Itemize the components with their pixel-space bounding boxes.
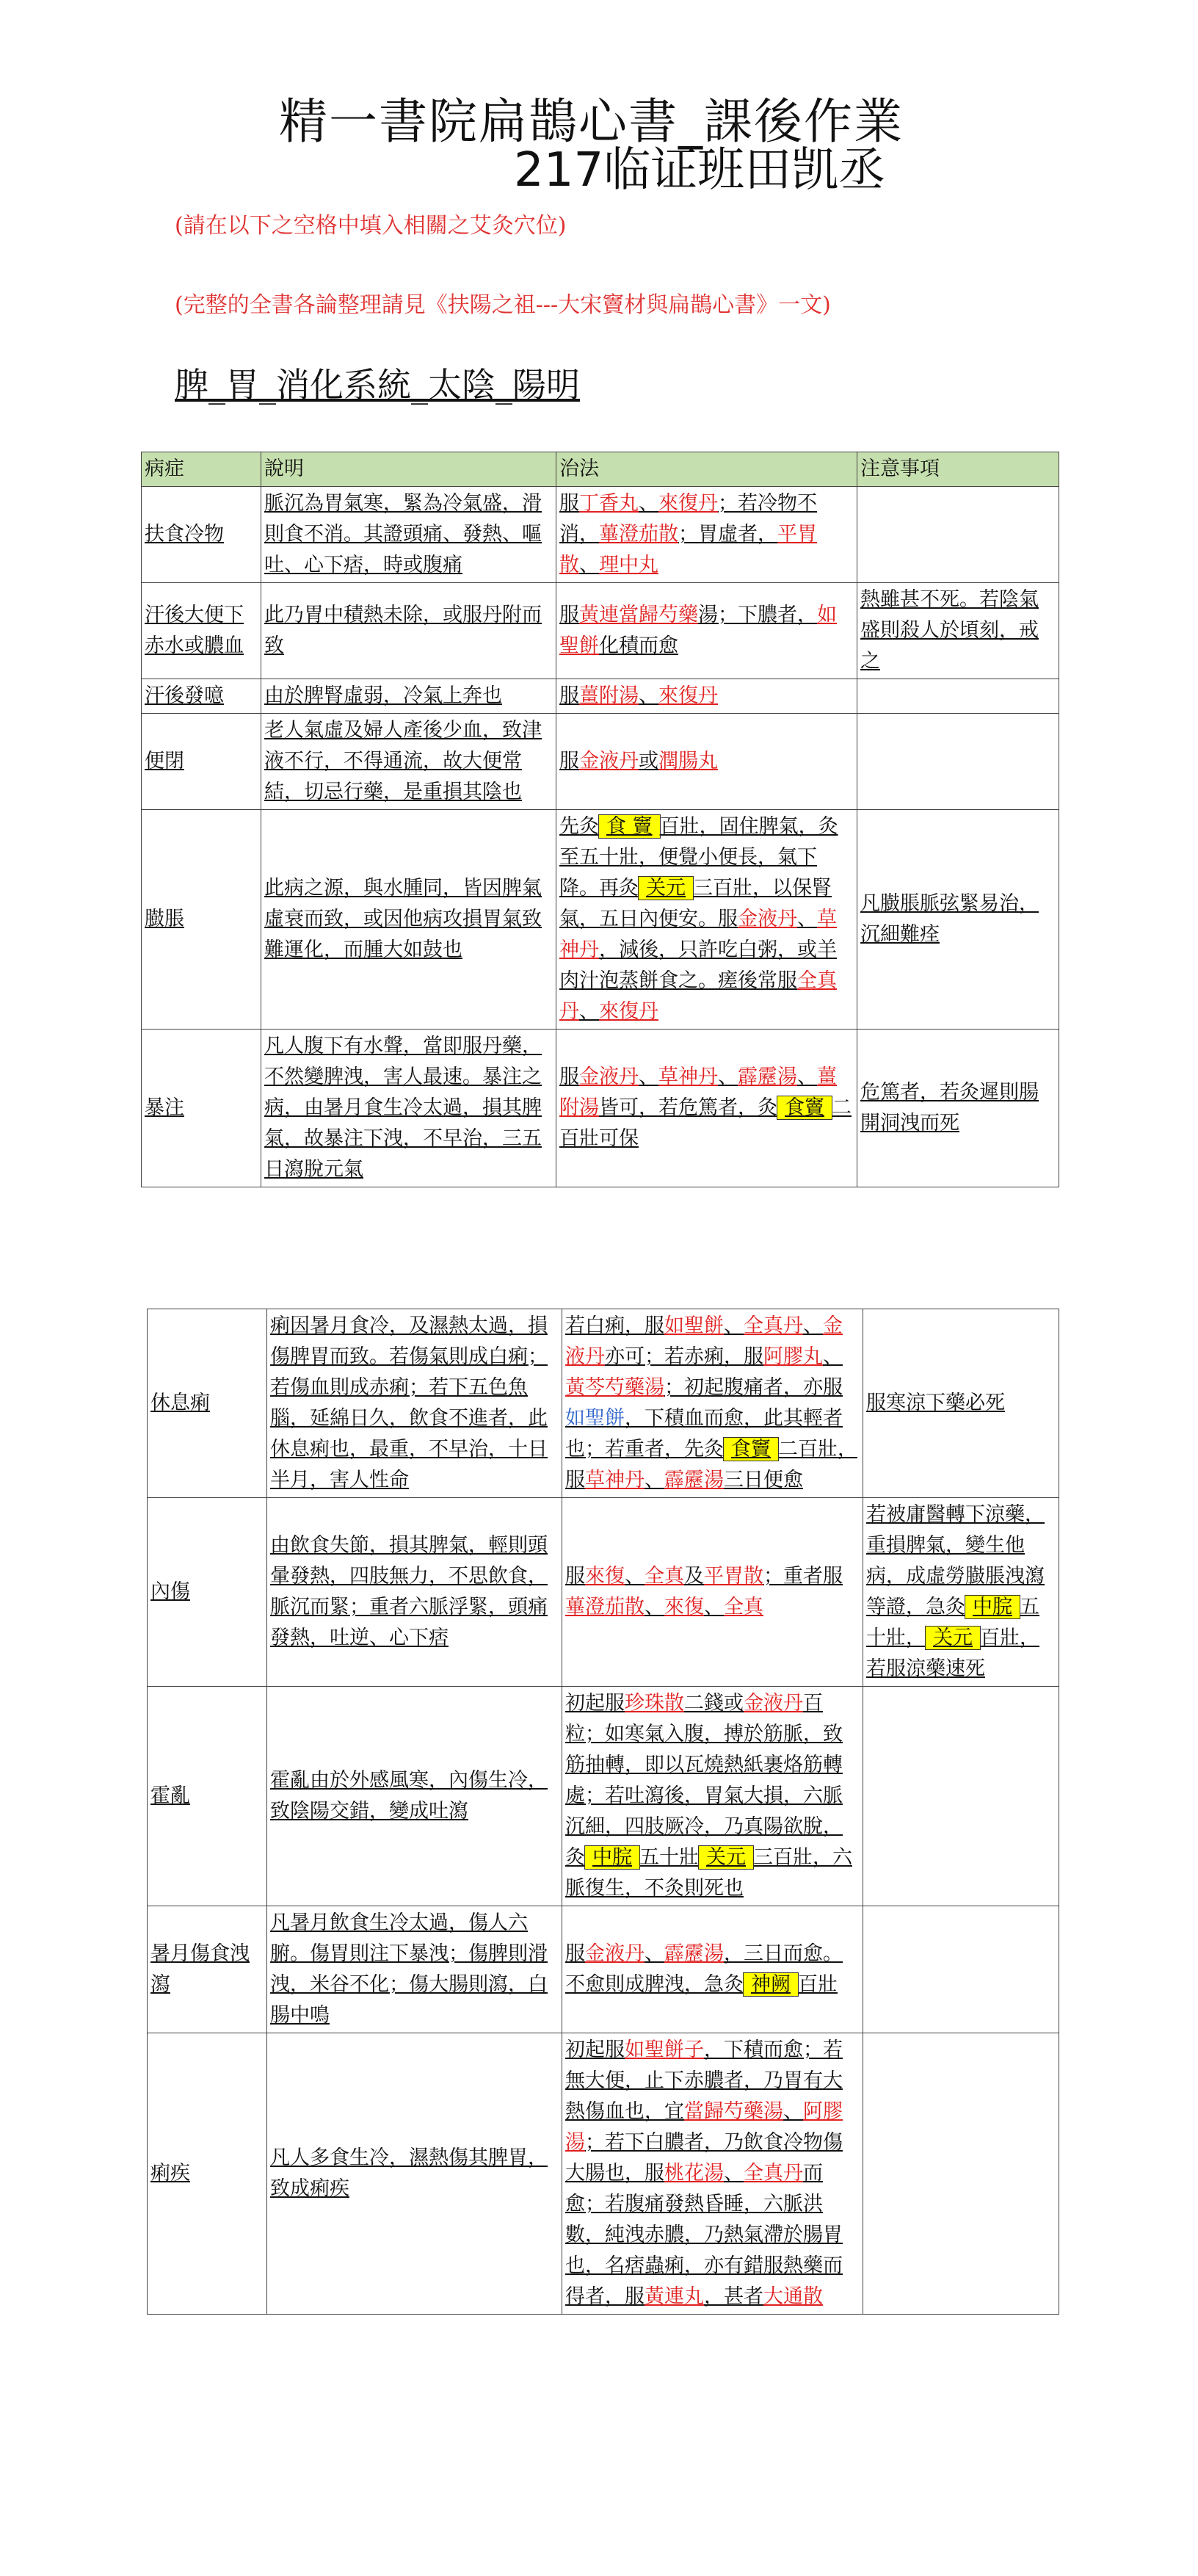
text-run: 或: [639, 750, 658, 773]
acupoint-highlight: 食竇: [777, 1096, 832, 1119]
remedy-name: 全真丹: [744, 2162, 803, 2185]
page-subtitle: 217临证班田凯丞: [514, 143, 886, 198]
caution-cell: [857, 1030, 1059, 1187]
remedy-name: 草神丹: [658, 1066, 718, 1088]
disease-cell-text: 扶食冷物: [145, 523, 224, 546]
remedy-name: 如聖餅: [559, 604, 837, 657]
description-cell-text: 痢因暑月食冷，及濕熱太過，損傷脾胃而致。若傷氣則成白痢；若傷血則成赤痢；若下五色魚腦，延綿日久，飲食不進者，此休息痢也，最重，不早治，十日半月，害人性命: [270, 1314, 548, 1491]
text-run: 、: [718, 1066, 738, 1088]
description-cell: [267, 1498, 562, 1687]
text-run: 百壯，固住脾氣，灸至五十壯，便覺小便長，氣下降。再灸: [559, 815, 838, 900]
text-run: 、: [645, 1469, 664, 1491]
acupoint-highlight: 食竇: [724, 1438, 778, 1461]
remedy-name: 來復: [664, 1596, 704, 1618]
text-run: 而愈；若腹痛發熱昏睡，六脈洪數，純洩赤膿，乃熱氣滯於腸胃也，名痞蟲痢，亦有錯服熱藥而得者，服: [565, 2162, 843, 2308]
treatment-cell-text: [559, 681, 854, 712]
caution-cell-text: [866, 1499, 1056, 1685]
table-row: [148, 2033, 1059, 2315]
disease-cell: [148, 1687, 267, 1906]
table-row: [142, 583, 1059, 679]
text-run: 服: [559, 604, 579, 626]
table-row: [142, 1030, 1059, 1187]
table-row: [142, 810, 1059, 1030]
caution-cell-text: 服寒涼下藥必死: [866, 1392, 1005, 1414]
description-cell-text: 由於脾腎虛弱，冷氣上奔也: [264, 684, 502, 707]
treatment-cell: [556, 679, 857, 714]
description-cell: [261, 487, 556, 583]
table-row: [148, 1309, 1059, 1498]
caution-cell-text: 危篤者，若灸遲則腸開洞洩而死: [860, 1081, 1039, 1135]
remedy-name: 來復丹: [599, 1000, 658, 1023]
text-run: 若被庸醫轉下涼藥，重損脾氣，變生他病，成虛勞臌脹洩瀉等證，急灸: [866, 1503, 1045, 1618]
text-run: 服: [559, 750, 579, 773]
text-run: 初起服: [565, 1692, 625, 1715]
disease-cell: [142, 714, 261, 810]
disease-cell: [142, 679, 261, 714]
description-cell-text: 凡人腹下有水聲，當即服丹藥，不然變脾洩，害人最速。暴注之病，由暑月食生冷太過，損其脾氣，故暴注下洩，不早治，三五日瀉脫元氣: [264, 1035, 542, 1181]
caution-cell: [863, 1498, 1059, 1687]
remedy-name: 來復丹: [658, 492, 718, 515]
text-run: 、: [639, 684, 658, 707]
table-row: [148, 1906, 1059, 2033]
section-heading: 脾_胃_消化系統_太陰_陽明: [175, 365, 580, 405]
text-run: ；若冷物不消，: [559, 492, 817, 546]
remedy-name: 霹靂湯: [664, 1469, 724, 1491]
remedy-name: 珍珠散: [625, 1692, 684, 1715]
text-run: ，下積血而愈，此其輕者也；若重者，先灸: [565, 1407, 843, 1461]
acupoint-highlight: 中脘: [965, 1596, 1020, 1618]
remedy-name: 來復: [585, 1565, 625, 1588]
remedy-name: 桃花湯: [664, 2162, 724, 2185]
treatment-cell: [556, 1030, 857, 1187]
text-run: 二百壯，服: [565, 1438, 857, 1491]
disease-cell-text: 暴注: [145, 1096, 184, 1119]
page-title: 精一書院扁鵲心書_課後作業: [279, 93, 904, 150]
remedy-name: 平胃散: [559, 523, 817, 576]
disease-cell-text: 臌脹: [145, 908, 184, 930]
text-run: 服: [559, 1066, 579, 1088]
text-run: ，下積而愈；若無大便，止下赤膿者，乃胃有大熱傷血也，宜: [565, 2038, 843, 2123]
remedy-name: 霹靂湯: [664, 1942, 724, 1965]
description-cell-text: 此病之源，與水腫同，皆因脾氣虛衰而致，或因他病攻損胃氣致難運化，而腫大如鼓也: [264, 877, 542, 961]
remedy-name: 霹靂湯: [738, 1066, 797, 1088]
acupoint-highlight: 关元: [926, 1627, 980, 1649]
description-cell-text: 老人氣虛及婦人產後少血，致津液不行，不得通流，故大便常結，切忌行藥，是重損其陰也: [264, 719, 542, 803]
text-run: 皆可，若危篤者，灸: [599, 1096, 777, 1119]
description-cell: [267, 1906, 562, 2033]
remedy-name: 黃芩芍藥湯: [565, 1376, 664, 1399]
acupoint-highlight: 关元: [639, 877, 693, 900]
treatment-cell: [562, 1498, 863, 1687]
reference-note: (完整的全書各論整理請見《扶陽之祖---大宋竇材與扁鵲心書》一文): [175, 292, 831, 318]
remedy-name: 薑附湯: [559, 1066, 837, 1119]
remedy-name: 全真丹: [744, 1314, 803, 1337]
remedy-name: 阿膠湯: [565, 2100, 843, 2154]
text-run: 、: [579, 554, 599, 576]
description-cell: [267, 1687, 562, 1906]
acupoint-highlight: 中脘: [585, 1846, 639, 1869]
table-row: [142, 714, 1059, 810]
text-run: 三百壯，六脈復生，不灸則死也: [565, 1846, 852, 1900]
remedy-name: 黃連當歸芍藥: [579, 604, 698, 626]
treatment-cell: [562, 2033, 863, 2315]
text-run: ；胃虛者，: [678, 523, 777, 546]
caution-cell-text: 凡臌脹脈弦緊易治，沉細難痊: [860, 892, 1039, 946]
treatment-table-1: [141, 452, 1059, 1187]
description-cell: [267, 2033, 562, 2315]
treatment-cell-text: [559, 746, 854, 777]
treatment-cell: [556, 583, 857, 679]
remedy-name: 如聖餅: [664, 1314, 724, 1337]
treatment-cell: [556, 810, 857, 1030]
text-run: 百壯，若服涼藥速死: [866, 1627, 1039, 1680]
disease-cell: [142, 487, 261, 583]
treatment-cell-text: [559, 811, 854, 1027]
disease-cell: [142, 1030, 261, 1187]
treatment-cell-text: [565, 2035, 860, 2312]
caution-cell: [857, 583, 1059, 679]
caution-cell: [863, 1687, 1059, 1906]
text-run: 服: [565, 1565, 585, 1588]
text-run: ；初起腹痛者，亦服: [664, 1376, 843, 1399]
description-cell-text: 此乃胃中積熱未除，或服丹附而致: [264, 604, 542, 657]
remedy-name: 金液丹: [579, 750, 639, 773]
text-run: 服: [565, 1942, 585, 1965]
text-run: 、: [823, 1345, 843, 1368]
remedy-name: 黃連丸: [645, 2285, 704, 2308]
remedy-name: 金液丹: [565, 1314, 843, 1368]
disease-cell: [142, 810, 261, 1030]
remedy-name: 潤腸丸: [658, 750, 718, 773]
remedy-name: 金液丹: [585, 1942, 645, 1965]
text-run: 、: [724, 2162, 744, 2185]
remedy-name: 草神丹: [585, 1469, 645, 1491]
treatment-cell-text: [565, 1688, 860, 1904]
text-run: 二錢或: [684, 1692, 744, 1715]
disease-cell-text: 便閉: [145, 750, 184, 773]
remedy-name: 理中丸: [599, 554, 658, 576]
text-run: 服: [559, 492, 579, 515]
disease-cell: [148, 1309, 267, 1498]
text-run: 初起服: [565, 2038, 625, 2061]
text-run: 及: [684, 1565, 704, 1588]
description-cell: [261, 583, 556, 679]
text-run: 、: [797, 1066, 817, 1088]
remedy-name: 金液丹: [744, 1692, 803, 1715]
disease-cell-text: 汗後發噫: [145, 684, 224, 707]
text-run: 百壯: [798, 1973, 838, 1996]
description-cell-text: 凡暑月飲食生冷太過，傷人六腑。傷胃則注下暴洩；傷脾則滑洩，米谷不化；傷大腸則瀉，白腸中鳴: [270, 1911, 548, 2027]
caution-cell: [863, 1309, 1059, 1498]
acupoint-highlight: 神阙: [744, 1973, 798, 1996]
disease-cell: [148, 1906, 267, 2033]
header-disease: 病症: [142, 452, 261, 487]
treatment-cell-text: [559, 488, 854, 581]
caution-cell: [863, 1906, 1059, 2033]
description-cell-text: 凡人多食生冷，濕熱傷其脾胃，致成痢疾: [270, 2146, 548, 2200]
text-run: 百粒；如寒氣入腹，搏於筋脈，致筋抽轉，即以瓦燒熱紙裹烙筋轉處；若吐瀉後，胃氣大損，六脈沉細，四肢厥冷，乃真陽欲脫，灸: [565, 1692, 843, 1869]
remedy-name: 平胃散: [704, 1565, 763, 1588]
treatment-cell-text: [565, 1939, 860, 2000]
treatment-cell-text: [565, 1311, 860, 1496]
caution-cell: [857, 487, 1059, 583]
table-row: [142, 487, 1059, 583]
treatment-cell: [562, 1906, 863, 2033]
remedy-name: 大通散: [763, 2285, 823, 2308]
remedy-name: 薑附湯: [579, 684, 639, 707]
acupoint-highlight: 食 竇: [599, 815, 660, 838]
remedy-name: 蓽澄茄散: [599, 523, 678, 546]
description-cell: [261, 1030, 556, 1187]
instruction-note: (請在以下之空格中填入相關之艾灸穴位): [175, 213, 567, 239]
remedy-name: 如聖餅子: [625, 2038, 704, 2061]
text-run: 、: [639, 492, 658, 515]
remedy-name: 丁香丸: [579, 492, 639, 515]
remedy-name: 當歸芍藥湯: [684, 2100, 783, 2123]
text-run: ；重者服: [763, 1565, 843, 1588]
remedy-name: 全真丹: [559, 969, 837, 1023]
remedy-name: 全真: [724, 1596, 763, 1618]
header-treatment: 治法: [556, 452, 857, 487]
header-description: 說明: [261, 452, 556, 487]
text-run: ，減後，只許吃白粥，或羊肉汁泡蒸餅食之。瘥後常服: [559, 938, 837, 992]
table-row: [148, 1687, 1059, 1906]
text-run: 、: [579, 1000, 599, 1023]
header-caution: 注意事項: [857, 452, 1059, 487]
text-run: 、: [645, 1596, 664, 1618]
treatment-cell-text: [559, 1062, 854, 1154]
disease-cell: [148, 2033, 267, 2315]
remedy-name: 蓽澄茄散: [565, 1596, 645, 1618]
description-cell: [261, 810, 556, 1030]
caution-cell-text: 熱雖甚不死。若陰氣盛則殺人於頃刻，戒之: [860, 588, 1039, 673]
text-run: 、: [797, 908, 817, 930]
description-cell: [267, 1309, 562, 1498]
text-run: ，三日而愈。不愈則成脾洩，急灸: [565, 1942, 843, 1996]
text-run: 三百壯，以保腎氣，五日內便安。服: [559, 877, 832, 930]
treatment-cell: [562, 1309, 863, 1498]
text-run: 亦可；若赤痢，服: [605, 1345, 763, 1368]
remedy-name: 如聖餅: [565, 1407, 625, 1430]
text-run: 五十壯，: [866, 1596, 1039, 1649]
text-run: 湯；下膿者，: [698, 604, 817, 626]
disease-cell-text: 休息痢: [150, 1392, 210, 1414]
description-cell-text: 由飲食失節，損其脾氣，輕則頭暈發熱，四肢無力，不思飲食，脈沉而緊；重者六脈浮緊，頭痛發熱，吐逆、心下痞: [270, 1534, 548, 1649]
description-cell-text: 脈沉為胃氣寒，緊為冷氣盛，滑則食不消。其證頭痛、發熱、嘔吐、心下痞，時或腹痛: [264, 492, 542, 576]
disease-cell-text: 汗後大便下赤水或膿血: [145, 604, 244, 657]
treatment-table-2: [147, 1309, 1059, 2315]
treatment-cell: [562, 1687, 863, 1906]
remedy-name: 草神丹: [559, 908, 837, 961]
text-run: 、: [803, 1314, 823, 1337]
table-row: [148, 1498, 1059, 1687]
treatment-cell: [556, 714, 857, 810]
treatment-cell-text: [565, 1561, 860, 1623]
caution-cell: [863, 2033, 1059, 2315]
text-run: 三日便愈: [724, 1469, 803, 1491]
treatment-cell: [556, 487, 857, 583]
text-run: 、: [625, 1565, 645, 1588]
text-run: 五十壯: [639, 1846, 699, 1869]
caution-cell: [857, 810, 1059, 1030]
acupoint-highlight: 关元: [699, 1846, 753, 1869]
remedy-name: 金液丹: [579, 1066, 639, 1088]
text-run: 服: [559, 684, 579, 707]
text-run: 、: [645, 1942, 664, 1965]
disease-cell: [148, 1498, 267, 1687]
remedy-name: 金液丹: [738, 908, 797, 930]
disease-cell: [142, 583, 261, 679]
text-run: 、: [639, 1066, 658, 1088]
text-run: ；若下白膿者，乃飲食冷物傷大腸也，服: [565, 2131, 843, 2185]
text-run: 、: [724, 1314, 744, 1337]
text-run: 、: [704, 1596, 724, 1618]
caution-cell: [857, 679, 1059, 714]
disease-cell-text: 痢疾: [150, 2162, 190, 2185]
text-run: 二百壯可保: [559, 1096, 852, 1150]
disease-cell-text: 霍亂: [150, 1784, 190, 1807]
text-run: ，甚者: [704, 2285, 763, 2308]
description-cell: [261, 679, 556, 714]
description-cell-text: 霍亂由於外感風寒，內傷生冷，致陰陽交錯，變成吐瀉: [270, 1769, 548, 1823]
description-cell: [261, 714, 556, 810]
remedy-name: 來復丹: [658, 684, 718, 707]
text-run: 先灸: [559, 815, 599, 838]
caution-cell: [857, 714, 1059, 810]
remedy-name: 全真: [645, 1565, 684, 1588]
table-row: [142, 679, 1059, 714]
treatment-cell-text: [559, 600, 854, 662]
disease-cell-text: 內傷: [150, 1580, 190, 1603]
text-run: 若白痢，服: [565, 1314, 664, 1337]
disease-cell-text: 暑月傷食洩瀉: [150, 1942, 250, 1996]
text-run: 、: [783, 2100, 803, 2123]
remedy-name: 阿膠丸: [763, 1345, 823, 1368]
text-run: 化積而愈: [599, 634, 678, 657]
